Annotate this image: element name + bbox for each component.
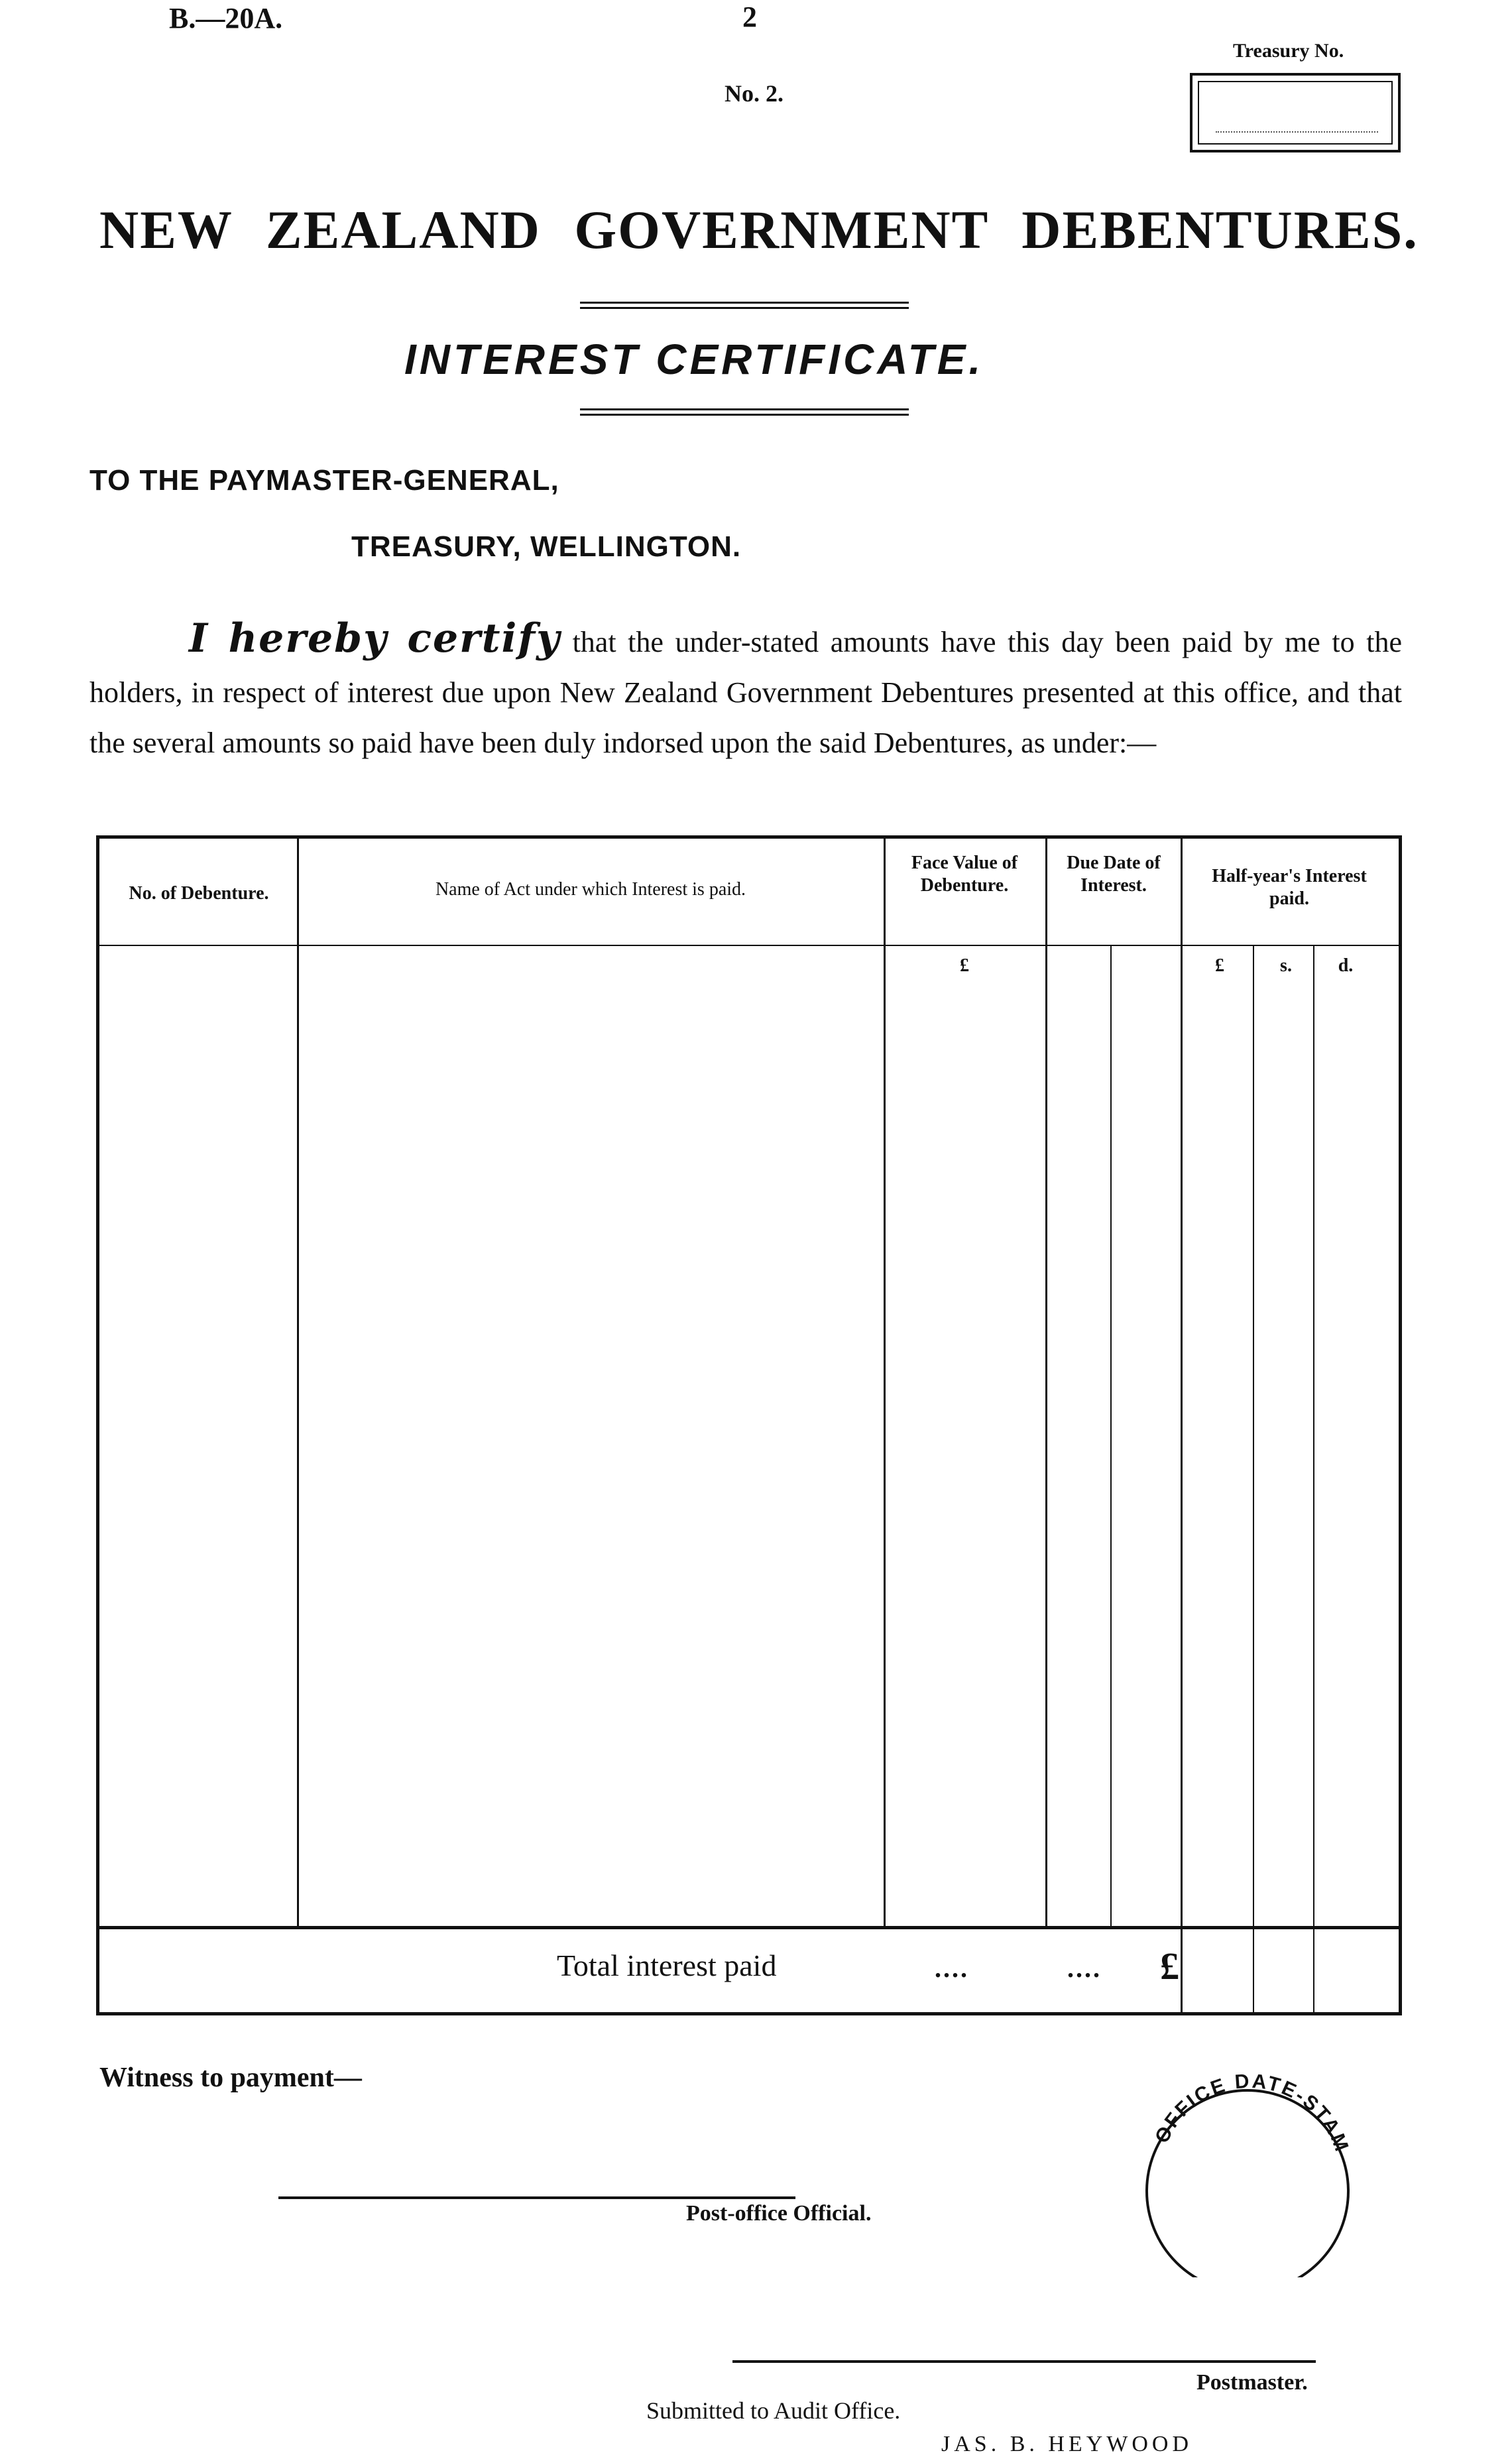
face-value-unit: £ — [960, 955, 969, 976]
col-divider-2 — [884, 839, 886, 1926]
col-header-debenture-no: No. of Debenture. — [129, 883, 269, 904]
date-stamp-circle — [1140, 2052, 1359, 2277]
witness-signature-line[interactable] — [278, 2196, 795, 2199]
interest-pence-unit: d. — [1338, 955, 1354, 976]
pence-divider — [1313, 945, 1314, 2015]
office-date-stamp — [1140, 2052, 1359, 2277]
total-label: Total interest paid — [557, 1948, 777, 1982]
col-header-act-name: Name of Act under which Interest is paid. — [435, 879, 746, 900]
svg-text:OFFICE DATE-STAMP. — [1140, 2052, 1353, 2156]
postmaster-label: Postmaster. — [1196, 2370, 1308, 2395]
col-divider-1 — [297, 839, 299, 1926]
form-number: No. 2. — [725, 80, 784, 107]
document-title: NEW ZEALAND GOVERNMENT DEBENTURES. — [99, 200, 1419, 260]
date-stamp-label: OFFICE DATE-STAM — [1151, 2070, 1354, 2156]
form-reference: B.—20A. — [169, 2, 283, 34]
document-subtitle: INTEREST CERTIFICATE. — [404, 335, 984, 383]
signature-partial: JAS. B. HEYWOOD — [941, 2432, 1192, 2456]
total-dots-2: .... — [1067, 1953, 1102, 1983]
interest-pounds-unit: £ — [1215, 955, 1224, 976]
col-divider-4 — [1181, 839, 1183, 2015]
witness-label: Witness to payment— — [99, 2063, 362, 2093]
audit-office-label: Submitted to Audit Office. — [646, 2397, 901, 2424]
certification-paragraph — [89, 613, 1402, 768]
postmaster-signature-line[interactable] — [732, 2360, 1316, 2363]
debenture-table — [96, 835, 1402, 2015]
total-dots-1: .... — [935, 1953, 969, 1983]
col-header-interest-paid: Half-year's Interest paid. — [1212, 866, 1367, 909]
title-divider-bottom — [580, 408, 909, 419]
page-number: 2 — [742, 1, 757, 33]
col-header-face-value: Face Value of Debenture. — [911, 853, 1018, 896]
certification-body: that the under-stated amounts have this day been paid by me to the holders, in respect of interest due upon New Zealand Government Debentures presented at this office, and that the several amounts so paid have been duly indorsed upon the said Debentures, as under:— — [89, 626, 1403, 759]
shillings-divider — [1253, 945, 1254, 2015]
addressee-line-1: TO THE PAYMASTER-GENERAL, — [89, 464, 559, 497]
interest-shillings-unit: s. — [1280, 955, 1292, 976]
col-header-due-date: Due Date of Interest. — [1067, 853, 1161, 896]
post-office-official-label: Post-office Official. — [686, 2201, 872, 2226]
title-divider-top — [580, 302, 909, 312]
total-row — [99, 1926, 1399, 2015]
col-divider-3 — [1045, 839, 1047, 1926]
header-separator — [99, 945, 1399, 946]
addressee-line-2: TREASURY, WELLINGTON. — [351, 530, 742, 563]
due-date-subdivider — [1110, 945, 1112, 1926]
treasury-number-label: Treasury No. — [1233, 40, 1344, 62]
certification-lead: I hereby certify — [189, 615, 561, 662]
total-currency: £ — [1160, 1945, 1179, 1988]
treasury-number-box[interactable] — [1190, 73, 1401, 152]
